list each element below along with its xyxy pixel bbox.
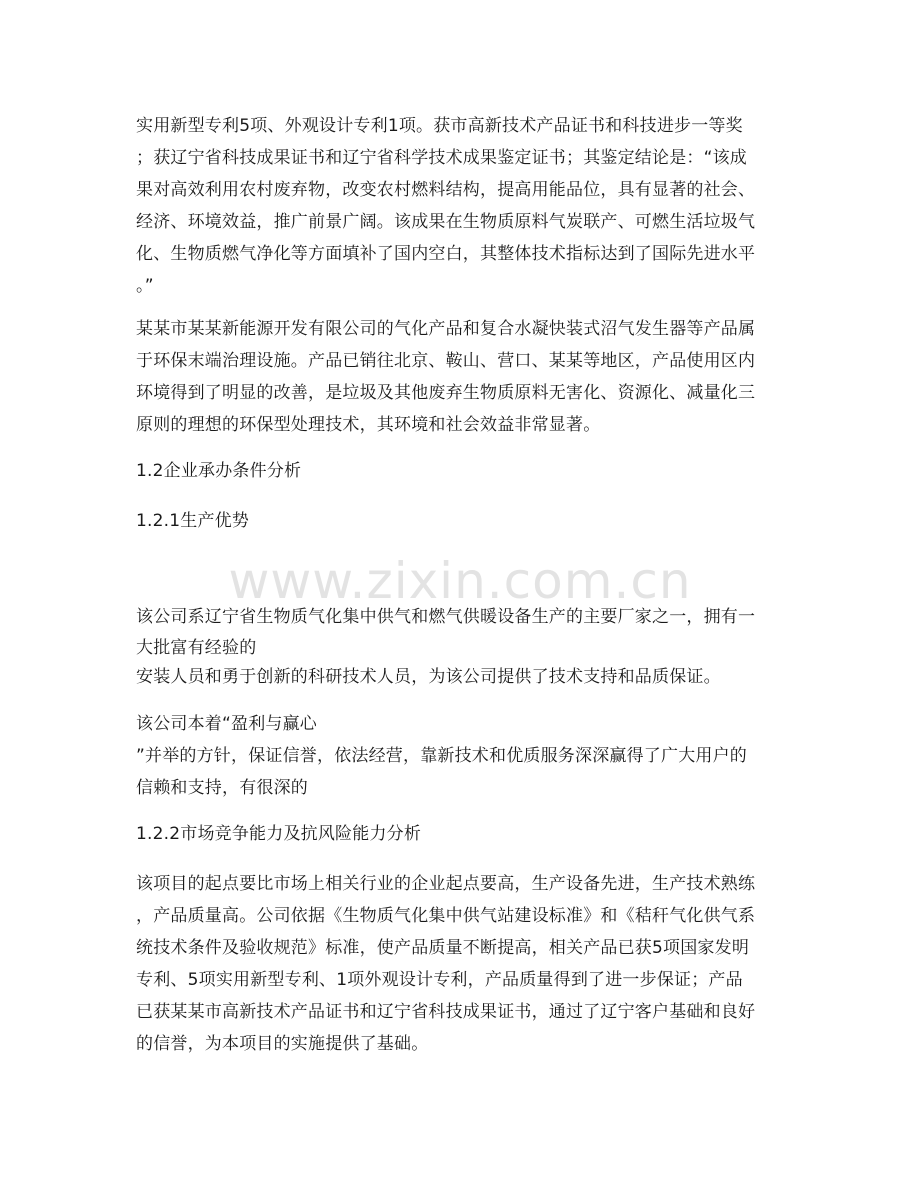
paragraph-line: 的信誉，为本项目的实施提供了基础。: [136, 1034, 429, 1054]
paragraph-line: 于环保末端治理设施。产品已销往北京、鞍山、营口、某某等地区，产品使用区内: [136, 351, 756, 371]
paragraph-line: 大批富有经验的: [136, 638, 257, 658]
paragraph-line: 安装人员和勇于创新的科研技术人员，为该公司提供了技术支持和品质保证。: [136, 667, 721, 687]
watermark: www.zixin.com.cn: [228, 552, 692, 610]
paragraph-line: 环境得到了明显的改善，是垃圾及其他废弃生物质原料无害化、资源化、减量化三: [136, 383, 756, 403]
paragraph-line: 。”: [136, 276, 154, 296]
paragraph-line: 原则的理想的环保型处理技术，其环境和社会效益非常显著。: [136, 415, 601, 435]
paragraph-line: 某某市某某新能源开发有限公司的气化产品和复合水凝快装式沼气发生器等产品属: [136, 319, 756, 339]
paragraph-line: 实用新型专利5项、外观设计专利1项。获市高新技术产品证书和科技进步一等奖: [136, 116, 743, 136]
paragraph-line: 该项目的起点要比市场上相关行业的企业起点要高，生产设备先进，生产技术熟练: [136, 874, 756, 894]
paragraph-line: ；获辽宁省科技成果证书和辽宁省科学技术成果鉴定证书；其鉴定结论是：“该成: [136, 148, 748, 168]
paragraph-line: 统技术条件及验收规范》标准，使产品质量不断提高，相关产品已获5项国家发明: [136, 938, 750, 958]
paragraph-line: 该公司系辽宁省生物质气化集中供气和燃气供暖设备生产的主要厂家之一，拥有一: [136, 607, 756, 627]
paragraph-line: 该公司本着“盈利与赢心: [136, 714, 318, 734]
paragraph-line: 专利、5项实用新型专利、1项外观设计专利，产品质量得到了进一步保证；产品: [136, 970, 743, 990]
subsection-heading: 1.2.1生产优势: [136, 511, 250, 531]
paragraph-line: 已获某某市高新技术产品证书和辽宁省科技成果证书，通过了辽宁客户基础和良好: [136, 1002, 756, 1022]
subsection-heading: 1.2.2市场竞争能力及抗风险能力分析: [136, 824, 422, 844]
paragraph-line: 化、生物质燃气净化等方面填补了国内空白，其整体技术指标达到了国际先进水平: [136, 244, 756, 264]
paragraph-line: ”并举的方针，保证信誉，依法经营，靠新技术和优质服务深深赢得了广大用户的: [136, 746, 748, 766]
section-heading: 1.2企业承办条件分析: [136, 461, 302, 481]
paragraph-line: 果对高效利用农村废弃物，改变农村燃料结构，提高用能品位，具有显著的社会、: [136, 180, 756, 200]
paragraph-line: ，产品质量高。公司依据《生物质气化集中供气站建设标准》和《秸秆气化供气系: [136, 906, 756, 926]
paragraph-line: 经济、环境效益，推广前景广阔。该成果在生物质原料气炭联产、可燃生活垃圾气: [136, 212, 756, 232]
paragraph-line: 信赖和支持，有很深的: [136, 778, 308, 798]
